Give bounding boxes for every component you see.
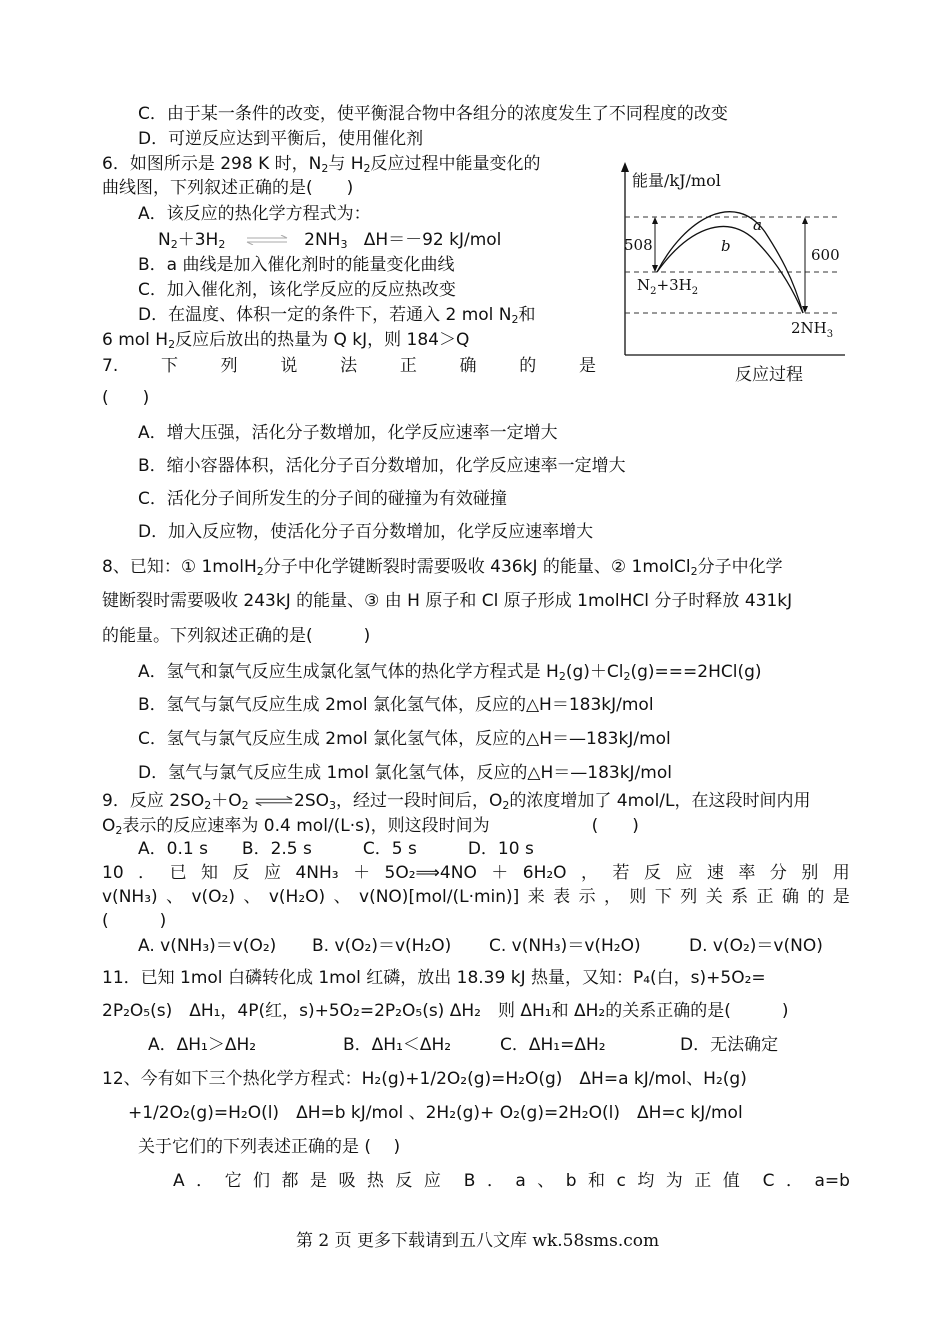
products-label: $2NH_3$ [791, 319, 834, 340]
question-7-option-d: D．加入反应物，使活化分子百分数增加，化学反应速率增大 [138, 522, 594, 542]
question-7-option-a: A．增大压强，活化分子数增加，化学反应速率一定增大 [138, 423, 558, 443]
question-10-option-c: C. v(NH₃)＝v(H₂O) [489, 936, 641, 956]
question-9-line-1: 9．反应 $2SO_2+O_2$ $2SO_3$，经过一段时间后，$O_2$的浓度增加了 4mol/L，在这段时间内用 [102, 791, 811, 812]
question-10-paren: ( ) [102, 911, 167, 931]
question-11-line-2: 2P₂O₅(s) ΔH₁，4P(红，s)+5O₂=2P₂O₅(s) ΔH₂ 则 ΔH₁和 ΔH₂的关系正确的是( ) [102, 1001, 789, 1021]
question-9-options: A．0.1 s B．2.5 s C．5 s D．10 s [138, 839, 534, 859]
label-508: 508 [624, 236, 653, 254]
question-10-line-2: v(NH₃) 、 v(O₂) 、 v(H₂O) 、 v(NO)[mol/(L·min)] 来 表 示 ， 则 下 列 关 系 正 确 的 是 [102, 887, 850, 907]
question-9-line-2: $O_2$表示的反应速率为 0.4 mol/(L·s)，则这段时间为 ( ) [102, 816, 639, 837]
label-600: 600 [811, 246, 840, 264]
question-6-option-d-2: 6 mol $H_2$反应后放出的热量为 Q kJ，则 184＞Q [102, 330, 470, 351]
equilibrium-arrow-icon [245, 235, 289, 245]
question-8-option-b: B．氢气与氯气反应生成 2mol 氯化氢气体，反应的△H＝183kJ/mol [138, 695, 654, 715]
question-7-head: 7. 下 列 说 法 正 确 的 是 [102, 356, 596, 376]
energy-diagram [615, 160, 855, 390]
question-8-line-2: 键断裂时需要吸收 243kJ 的能量、③ 由 H 原子和 Cl 原子形成 1molHCl 分子时释放 431kJ [102, 591, 793, 611]
x-axis-label: 反应过程 [735, 365, 803, 385]
question-11-option-c: C．ΔH₁=ΔH₂ [500, 1035, 606, 1055]
curve-b-label: b [721, 237, 731, 255]
question-6-line-2: 曲线图，下列叙述正确的是( ) [102, 178, 354, 198]
question-8-line-1: 8、已知：① 1molH$_2$分子中化学键断裂时需要吸收 436kJ 的能量、② 1molCl$_2$分子中化学 [102, 557, 783, 578]
question-10-line-1: 10 ． 已 知 反 应 4NH₃ ＋ 5O₂⟹4NO ＋ 6H₂O ， 若 反 应 速 率 分 别 用 [102, 863, 850, 883]
question-11-option-b: B．ΔH₁＜ΔH₂ [343, 1035, 452, 1055]
question-10-option-d: D. v(O₂)＝v(NO) [689, 936, 823, 956]
question-11-line-1: 11．已知 1mol 白磷转化成 1mol 红磷，放出 18.39 kJ 热量，又知：P₄(白，s)+5O₂= [102, 968, 766, 988]
page-footer: 第 2 页 更多下载请到五八文库 wk.58sms.com [296, 1231, 660, 1251]
question-8-option-d: D．氢气与氯气反应生成 1mol 氯化氢气体，反应的△H＝—183kJ/mol [138, 763, 672, 783]
question-8-option-c: C．氢气与氯气反应生成 2mol 氯化氢气体，反应的△H＝—183kJ/mol [138, 729, 671, 749]
question-7-option-b: B．缩小容器体积，活化分子百分数增加，化学反应速率一定增大 [138, 456, 626, 476]
question-11-option-a: A．ΔH₁＞ΔH₂ [148, 1035, 257, 1055]
question-12-line-1: 12、今有如下三个热化学方程式：H₂(g)+1/2O₂(g)=H₂O(g) ΔH=a kJ/mol、H₂(g) [102, 1069, 747, 1089]
question-12-options: A ． 它 们 都 是 吸 热 反 应 B ． a 、 b 和 c 均 为 正 值 C ． a=b [173, 1171, 850, 1191]
option-6-prev-d: D．可逆反应达到平衡后，使用催化剂 [138, 129, 424, 149]
question-7-paren: ( ) [102, 388, 150, 408]
question-8-line-3: 的能量。下列叙述正确的是( ) [102, 626, 371, 646]
question-6-line-1: 6．如图所示是 298 K 时，$N_2$与 $H_2$反应过程中能量变化的 [102, 154, 541, 175]
question-10-option-a: A. v(NH₃)＝v(O₂) [138, 936, 277, 956]
option-6-prev-c: C．由于某一条件的改变，使平衡混合物中各组分的浓度发生了不同程度的改变 [138, 104, 728, 124]
arrow-up-icon [802, 217, 808, 224]
y-axis-arrow-icon [621, 162, 629, 172]
question-6-option-b: B．a 曲线是加入催化剂时的能量变化曲线 [138, 255, 455, 275]
question-6-option-a: A．该反应的热化学方程式为： [138, 204, 371, 224]
reactants-label: $N_2+3H_2$ [637, 276, 699, 297]
equilibrium-arrow-icon [254, 796, 294, 806]
question-11-option-d: D．无法确定 [680, 1035, 779, 1055]
question-12-line-3: 关于它们的下列表述正确的是 ( ) [138, 1137, 401, 1157]
arrow-up-icon [652, 217, 658, 224]
question-6-option-c: C．加入催化剂，该化学反应的反应热改变 [138, 280, 456, 300]
question-10-option-b: B. v(O₂)＝v(H₂O) [312, 936, 452, 956]
question-12-line-2: +1/2O₂(g)=H₂O(l) ΔH=b kJ/mol 、2H₂(g)+ O₂(g)=2H₂O(l) ΔH=c kJ/mol [128, 1103, 743, 1123]
question-6-equation: $N_2+3H_2$ $2NH_3$ ΔH＝－92 kJ/mol [158, 230, 502, 251]
curve-a-label: a [753, 216, 762, 234]
y-axis-label: 能量/kJ/mol [632, 171, 721, 190]
question-6-option-d-1: D．在温度、体积一定的条件下，若通入 2 mol $N_2$和 [138, 305, 536, 326]
question-7-option-c: C．活化分子间所发生的分子间的碰撞为有效碰撞 [138, 489, 507, 509]
question-8-option-a: A．氢气和氯气反应生成氯化氢气体的热化学方程式是 $H_2(g)+Cl_2(g)===2HCl(g)$ [138, 662, 762, 683]
